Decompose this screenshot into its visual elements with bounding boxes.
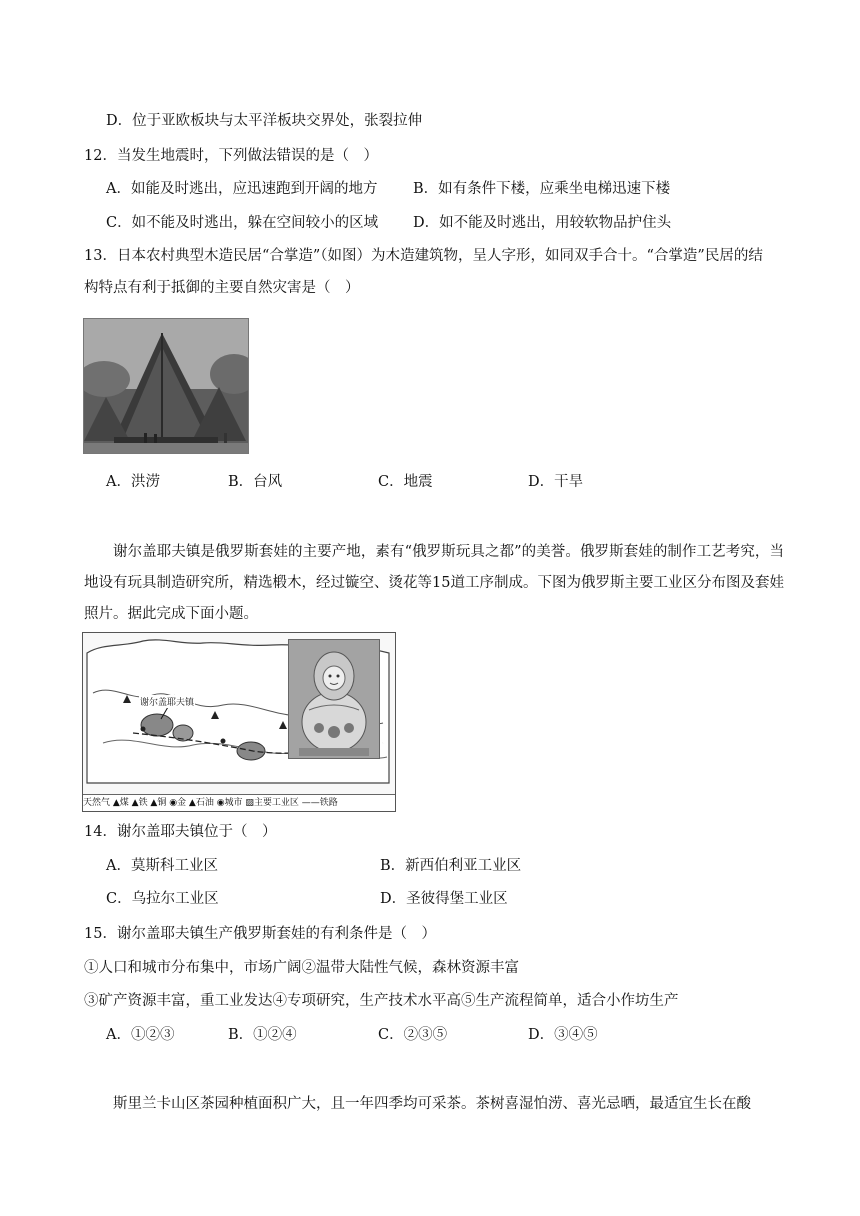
matryoshka-photo xyxy=(288,639,380,759)
q13-option-c: C．地震 xyxy=(378,474,433,490)
passage-russian-doll: 谢尔盖耶夫镇是俄罗斯套娃的主要产地，素有“俄罗斯玩具之都”的美誉。俄罗斯套娃的制作工艺考究，当地设有玩具制造研究所，精选椴木，经过镟空、烫花等15道工序制成。下图为俄罗斯主要工业区分布图及套娃照片。据此完成下面小题。 xyxy=(84,544,784,622)
map-town-label: 谢尔盖耶夫镇 xyxy=(139,695,195,708)
passage-sri-lanka-tea: 斯里兰卡山区茶园种植面积广大，且一年四季均可采茶。茶树喜湿怕涝、喜光忌晒，最适宜生长在酸 xyxy=(113,1096,751,1112)
q15-option-b: B．①②④ xyxy=(228,1027,297,1043)
q11-option-d: D．位于亚欧板块与太平洋板块交界处，张裂拉伸 xyxy=(106,113,423,129)
q15-option-d: D．③④⑤ xyxy=(528,1027,598,1043)
q15-stem: 15．谢尔盖耶夫镇生产俄罗斯套娃的有利条件是（ ） xyxy=(84,926,436,942)
q15-option-c: C．②③⑤ xyxy=(378,1027,448,1043)
q15-statements-line2: ③矿产资源丰富，重工业发达④专项研究，生产技术水平高⑤生产流程简单，适合小作坊生产 xyxy=(84,993,679,1009)
q12-option-a: A．如能及时逃出，应迅速跑到开阔的地方 xyxy=(106,181,378,197)
q14-option-b: B．新西伯利亚工业区 xyxy=(380,858,522,874)
q13-option-b: B．台风 xyxy=(228,474,283,490)
russia-industrial-map xyxy=(82,632,396,812)
q13-stem-line1: 13．日本农村典型木造民居“合掌造”（如图）为木造建筑物，呈人字形，如同双手合十。“合掌造”民居的结 xyxy=(84,248,763,264)
q12-option-b: B．如有条件下楼，应乘坐电梯迅速下楼 xyxy=(413,181,671,197)
matryoshka-doll-illustration xyxy=(289,640,379,758)
q13-option-a: A．洪涝 xyxy=(106,474,160,490)
q13-stem-line2: 构特点有利于抵御的主要自然灾害是（ ） xyxy=(84,280,360,296)
q13-option-d: D．干旱 xyxy=(528,474,584,490)
q14-option-a: A．莫斯科工业区 xyxy=(106,858,218,874)
q14-option-c: C．乌拉尔工业区 xyxy=(106,891,219,907)
q14-option-d: D．圣彼得堡工业区 xyxy=(380,891,508,907)
q14-stem: 14．谢尔盖耶夫镇位于（ ） xyxy=(84,824,277,840)
q15-statements-line1: ①人口和城市分布集中，市场广阔②温带大陆性气候，森林资源丰富 xyxy=(84,960,519,976)
q15-option-a: A．①②③ xyxy=(106,1027,175,1043)
gassho-house-illustration xyxy=(84,319,248,453)
q12-option-d: D．如不能及时逃出，用较软物品护住头 xyxy=(413,215,672,231)
q12-option-c: C．如不能及时逃出，躲在空间较小的区域 xyxy=(106,215,379,231)
gassho-house-photo xyxy=(83,318,249,454)
q12-stem: 12．当发生地震时，下列做法错误的是（ ） xyxy=(84,148,378,164)
map-legend: 天然气 ▲煤 ▲铁 ▲铜 ◉金 ▲石油 ◉城市 ▨主要工业区 ——铁路 xyxy=(83,794,395,811)
